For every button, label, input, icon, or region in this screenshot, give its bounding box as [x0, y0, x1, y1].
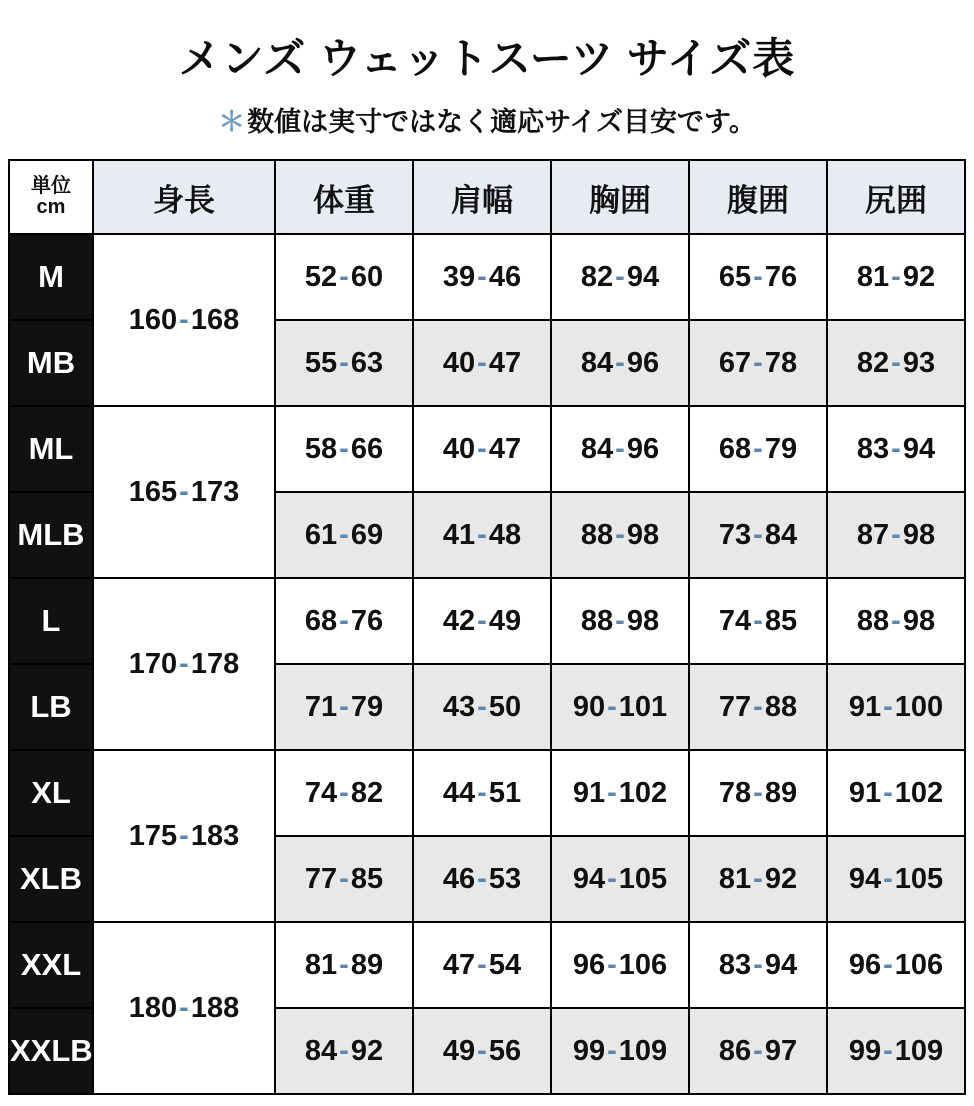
- size-label-lb: LB: [9, 664, 93, 750]
- chest-cell: 84-96: [551, 320, 689, 406]
- size-label-ml: ML: [9, 406, 93, 492]
- weight-cell: 58-66: [275, 406, 413, 492]
- size-label-l: L: [9, 578, 93, 664]
- size-table: [8, 159, 966, 1095]
- header-weight: 体重: [275, 160, 413, 234]
- table-row: [9, 234, 965, 320]
- table-row: [9, 406, 965, 492]
- waist-cell: 77-88: [689, 664, 827, 750]
- waist-cell: 68-79: [689, 406, 827, 492]
- table-row: [9, 578, 965, 664]
- hip-cell: 87-98: [827, 492, 965, 578]
- table-body: [9, 234, 965, 1094]
- header-height: 身長: [93, 160, 275, 234]
- height-range-cell: 165-173: [93, 406, 275, 578]
- header-unit-line1: 単位: [31, 175, 71, 197]
- waist-cell: 65-76: [689, 234, 827, 320]
- shoulder-cell: 44-51: [413, 750, 551, 836]
- chest-cell: 90-101: [551, 664, 689, 750]
- height-range-cell: 180-188: [93, 922, 275, 1094]
- hip-cell: 96-106: [827, 922, 965, 1008]
- weight-cell: 71-79: [275, 664, 413, 750]
- size-label-m: M: [9, 234, 93, 320]
- hip-cell: 83-94: [827, 406, 965, 492]
- weight-cell: 55-63: [275, 320, 413, 406]
- header-unit-line2: cm: [36, 196, 66, 218]
- hip-cell: 99-109: [827, 1008, 965, 1094]
- hip-cell: 91-100: [827, 664, 965, 750]
- height-range-cell: 175-183: [93, 750, 275, 922]
- weight-cell: 68-76: [275, 578, 413, 664]
- shoulder-cell: 46-53: [413, 836, 551, 922]
- chest-cell: 82-94: [551, 234, 689, 320]
- size-label-xxlb: XXLB: [9, 1008, 93, 1094]
- chest-cell: 94-105: [551, 836, 689, 922]
- hip-cell: 88-98: [827, 578, 965, 664]
- page-title: メンズ ウェットスーツ サイズ表: [178, 35, 796, 82]
- page-subtitle: [0, 100, 974, 139]
- size-label-xxl: XXL: [9, 922, 93, 1008]
- shoulder-cell: 43-50: [413, 664, 551, 750]
- height-range-cell: 160-168: [93, 234, 275, 406]
- weight-cell: 74-82: [275, 750, 413, 836]
- chest-cell: 88-98: [551, 578, 689, 664]
- asterisk-icon: ＊: [218, 107, 246, 137]
- weight-cell: 61-69: [275, 492, 413, 578]
- size-label-xl: XL: [9, 750, 93, 836]
- hip-cell: 91-102: [827, 750, 965, 836]
- chest-cell: 99-109: [551, 1008, 689, 1094]
- height-range-cell: 170-178: [93, 578, 275, 750]
- shoulder-cell: 42-49: [413, 578, 551, 664]
- shoulder-cell: 40-47: [413, 406, 551, 492]
- shoulder-cell: 47-54: [413, 922, 551, 1008]
- waist-cell: 74-85: [689, 578, 827, 664]
- header-shoulder: 肩幅: [413, 160, 551, 234]
- hip-cell: 82-93: [827, 320, 965, 406]
- waist-cell: 67-78: [689, 320, 827, 406]
- waist-cell: 73-84: [689, 492, 827, 578]
- waist-cell: 81-92: [689, 836, 827, 922]
- size-chart-page: [0, 26, 974, 1106]
- weight-cell: 84-92: [275, 1008, 413, 1094]
- table-row: [9, 750, 965, 836]
- weight-cell: 77-85: [275, 836, 413, 922]
- header-unit: [9, 160, 93, 234]
- size-label-mlb: MLB: [9, 492, 93, 578]
- weight-cell: 81-89: [275, 922, 413, 1008]
- hip-cell: 81-92: [827, 234, 965, 320]
- chest-cell: 96-106: [551, 922, 689, 1008]
- header-waist: 腹囲: [689, 160, 827, 234]
- header-chest: 胸囲: [551, 160, 689, 234]
- header-hip: 尻囲: [827, 160, 965, 234]
- size-label-mb: MB: [9, 320, 93, 406]
- chest-cell: 88-98: [551, 492, 689, 578]
- shoulder-cell: 41-48: [413, 492, 551, 578]
- shoulder-cell: 39-46: [413, 234, 551, 320]
- chest-cell: 91-102: [551, 750, 689, 836]
- chest-cell: 84-96: [551, 406, 689, 492]
- subtitle-text: 数値は実寸ではなく適応サイズ目安です。: [247, 107, 756, 137]
- waist-cell: 83-94: [689, 922, 827, 1008]
- weight-cell: 52-60: [275, 234, 413, 320]
- waist-cell: 78-89: [689, 750, 827, 836]
- table-row: [9, 922, 965, 1008]
- table-header-row: [9, 160, 965, 234]
- shoulder-cell: 40-47: [413, 320, 551, 406]
- hip-cell: 94-105: [827, 836, 965, 922]
- shoulder-cell: 49-56: [413, 1008, 551, 1094]
- size-label-xlb: XLB: [9, 836, 93, 922]
- waist-cell: 86-97: [689, 1008, 827, 1094]
